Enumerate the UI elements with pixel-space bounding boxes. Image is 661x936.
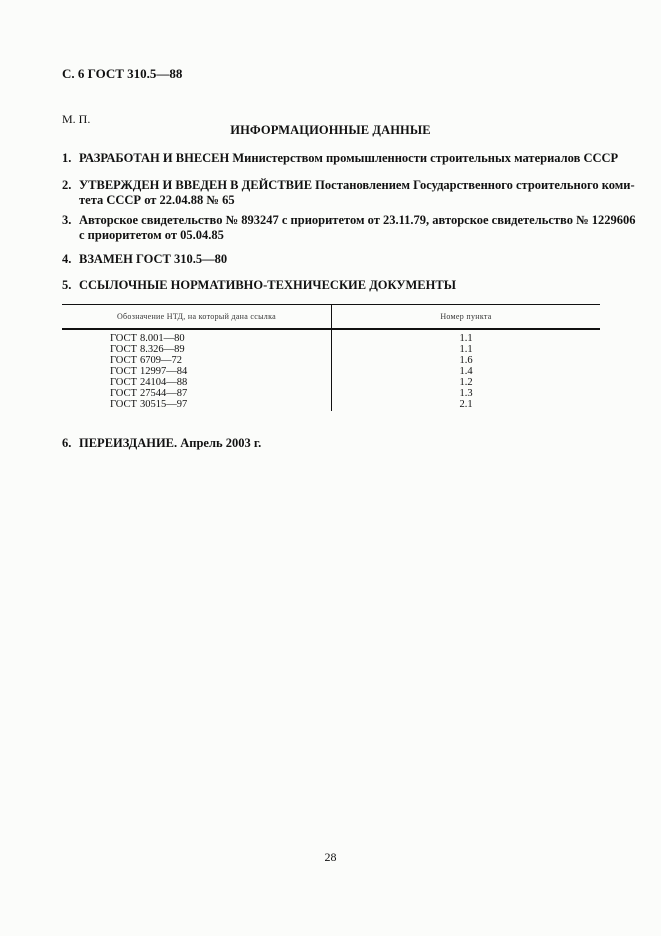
item-number: 5. (62, 278, 72, 292)
item-number: 2. (62, 178, 72, 192)
item-text: УТВЕРЖДЕН И ВВЕДЕН В ДЕЙСТВИЕ Постановлением Государственного строительного коми- (79, 178, 635, 192)
clause-cell: 1.4 (459, 366, 473, 377)
item-text: Авторское свидетельство № 893247 с приоритетом от 23.11.79, авторское свидетельство № 1229606 (79, 213, 636, 227)
seal-mark: М. П. (62, 112, 91, 126)
item-text: РАЗРАБОТАН И ВНЕСЕН Министерством промышленности строительных материалов СССР (79, 151, 619, 165)
column-header-clause: Номер пункта (440, 312, 492, 321)
clause-cell: 1.6 (459, 355, 473, 366)
info-item-1 (62, 151, 618, 166)
table-row: ГОСТ 24104—88 (110, 377, 188, 388)
item-text: ВЗАМЕН ГОСТ 310.5—80 (79, 252, 228, 266)
document-column (110, 333, 187, 410)
table-row: ГОСТ 30515—97 (110, 399, 188, 410)
clause-cell: 1.1 (459, 344, 473, 355)
clause-cell: 1.3 (459, 388, 473, 399)
running-head: С. 6 ГОСТ 310.5—88 (62, 66, 183, 81)
item-number: 1. (62, 151, 72, 165)
table-row: ГОСТ 8.001—80 (110, 333, 185, 344)
table-row: ГОСТ 27544—87 (110, 388, 188, 399)
table-row: ГОСТ 8.326—89 (110, 344, 185, 355)
clause-column (332, 333, 600, 410)
clause-cell: 1.2 (459, 377, 473, 388)
item-text-continuation: с приоритетом от 05.04.85 (79, 228, 224, 242)
item-text-continuation: тета СССР от 22.04.88 № 65 (79, 193, 235, 207)
column-header-document: Обозначение НТД, на который дана ссылка (116, 312, 277, 321)
page-number: 28 (324, 850, 337, 864)
item-text: ПЕРЕИЗДАНИЕ. Апрель 2003 г. (79, 436, 262, 450)
item-number: 3. (62, 213, 72, 227)
info-item-6 (62, 436, 261, 451)
table-row: ГОСТ 6709—72 (110, 355, 182, 366)
info-item-3 (62, 213, 636, 243)
clause-cell: 1.1 (459, 333, 473, 344)
item-number: 4. (62, 252, 72, 266)
info-item-5 (62, 278, 456, 293)
info-item-4 (62, 252, 227, 267)
section-title: ИНФОРМАЦИОННЫЕ ДАННЫЕ (230, 123, 431, 137)
info-item-2 (62, 178, 635, 208)
item-text: ССЫЛОЧНЫЕ НОРМАТИВНО-ТЕХНИЧЕСКИЕ ДОКУМЕНТЫ (79, 278, 456, 292)
clause-cell: 2.1 (459, 399, 473, 410)
item-number: 6. (62, 436, 72, 450)
table-row: ГОСТ 12997—84 (110, 366, 188, 377)
